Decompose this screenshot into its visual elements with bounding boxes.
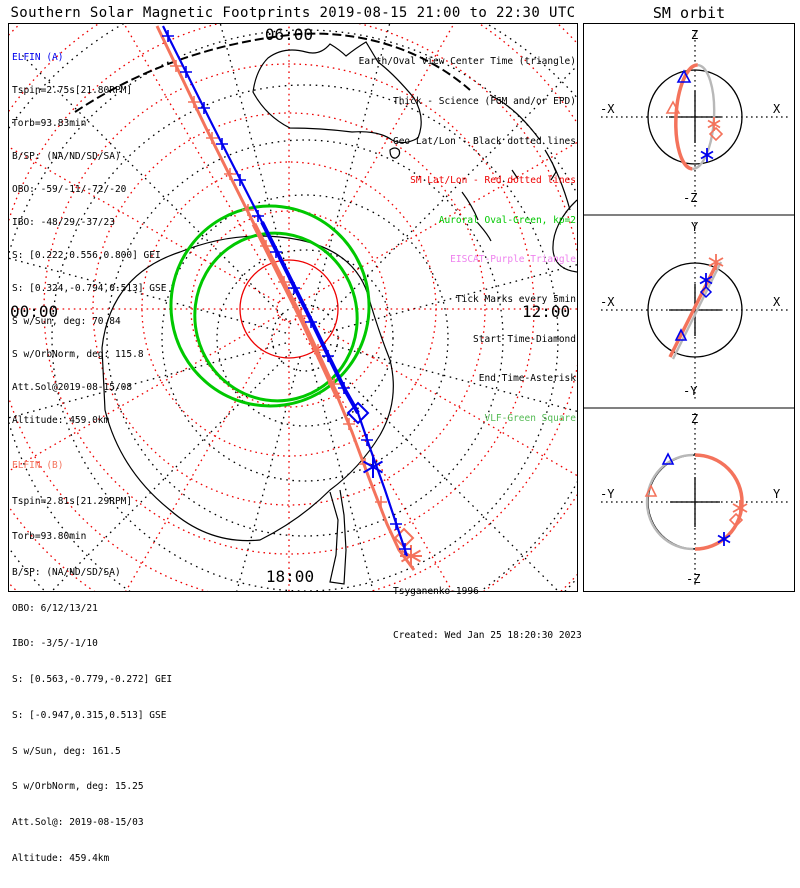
axis-label-y-right-3: Y: [773, 487, 781, 501]
info-line: OBO: -59/-11/-72/-20: [12, 184, 127, 195]
axis-label-z-top-3: Z: [691, 412, 699, 426]
info-line: S: [-0.947,0.315,0.513] GSE: [12, 709, 167, 721]
axis-label-y-left-3: -Y: [600, 487, 615, 501]
legend-item: Thick - Science (FGM and/or EPD): [392, 96, 576, 108]
mlt-label-12: 12:00: [522, 302, 571, 321]
info-line: S: [0.563,-0.779,-0.272] GEI: [12, 674, 173, 686]
legend-item: SM Lat/Lon - Red dotted lines: [410, 175, 576, 187]
created-label: Created: Wed Jan 25 18:20:30 2023: [393, 629, 582, 641]
axis-label-x-right-1: X: [773, 102, 781, 116]
info-line: IBO: -3/5/-1/10: [12, 638, 98, 650]
info-line: IBO: -48/29/-37/23: [12, 217, 115, 228]
elfin-b-title: ELFIN (B): [12, 459, 64, 471]
coast-antarctic-peninsula: [330, 490, 346, 584]
info-line: Torb=93.80min: [12, 531, 87, 543]
axis-label-z-bottom-1: -Z: [683, 191, 698, 205]
legend-item: Geo Lat/Lon - Black dotted lines: [392, 135, 576, 147]
info-line: B/SP: (NA/ND/SD/SA): [12, 566, 121, 578]
axis-cross: [670, 477, 720, 527]
axis-label-z-bottom-3: -Z: [686, 572, 701, 586]
legend-item: End Time-Asterisk: [478, 373, 576, 385]
legend-item: Start Time-Diamond: [473, 333, 576, 345]
info-line: S w/OrbNorm, deg: 15.25: [12, 781, 144, 793]
axis-label-x-right-2: X: [773, 295, 781, 309]
info-line: OBO: 6/12/13/21: [12, 602, 98, 614]
auroral-oval: [158, 193, 382, 419]
map-legend: [359, 29, 576, 452]
page-title: Southern Solar Magnetic Footprints 2019-08-15 21:00 to 22:30 UTC: [10, 5, 576, 21]
elfin-b-end-asterisk: [733, 500, 747, 516]
info-line: Tspin=2.75s[21.80RPM]: [12, 85, 133, 96]
legend-item: Earth/Oval View Center Time (triangle): [358, 56, 576, 68]
info-line: Altitude: 459.4km: [12, 852, 110, 864]
info-line: B/SP: (NA/ND/SD/SA): [12, 151, 121, 162]
info-line: S w/Sun, deg: 70.84: [12, 316, 121, 327]
model-label: Tsyganenko-1996: [393, 586, 479, 597]
elfin-b-info: [12, 436, 172, 888]
axis-label-x-left-2: -X: [600, 295, 615, 309]
mlt-label-18: 18:00: [265, 567, 315, 586]
sm-orbit-panel-yz: [601, 413, 791, 588]
info-line: Tspin=2.81s[21.29RPM]: [12, 495, 133, 507]
info-line: Att.Sol@: 2019-08-15/03: [12, 817, 144, 828]
info-line: S w/Sun, deg: 161.5: [12, 745, 121, 757]
sm-orbit-panel-xz: [601, 30, 791, 207]
sm-orbit-panel-xy: [601, 222, 791, 400]
mlt-label-00: 00:00: [10, 302, 59, 321]
mlt-label-06: 06:00: [264, 25, 314, 44]
axis-label-y-bottom-2: -Y: [683, 384, 698, 398]
info-line: Torb=93.83min: [12, 118, 87, 129]
info-line: Altitude: 459.0km: [12, 415, 110, 426]
elfin-a-title: ELFIN (A): [12, 52, 64, 63]
map-footer: [393, 556, 582, 672]
info-line: Att.Sol@2019-08-15/08: [12, 382, 133, 393]
legend-item: Tick Marks every 5min: [455, 294, 576, 306]
axis-label-x-left-1: -X: [600, 102, 615, 116]
legend-item: VLF-Green Square: [484, 412, 576, 424]
info-line: S: [0.324,-0.794,0.513] GSE: [12, 283, 167, 294]
sm-orbit-title: SM orbit: [652, 4, 726, 22]
axis-label-y-top-2: Y: [691, 220, 699, 234]
elfin-a-info: [12, 30, 166, 448]
info-line: S: [0.222,0.556,0.800] GEI: [12, 250, 161, 261]
legend-item: EISCAT-Purple Triangle: [450, 254, 576, 266]
info-line: S w/OrbNorm, deg: 115.8: [12, 349, 144, 360]
legend-item: Auroral Oval-Green, kp=2: [438, 214, 576, 226]
axis-label-z-top-1: Z: [691, 28, 699, 42]
